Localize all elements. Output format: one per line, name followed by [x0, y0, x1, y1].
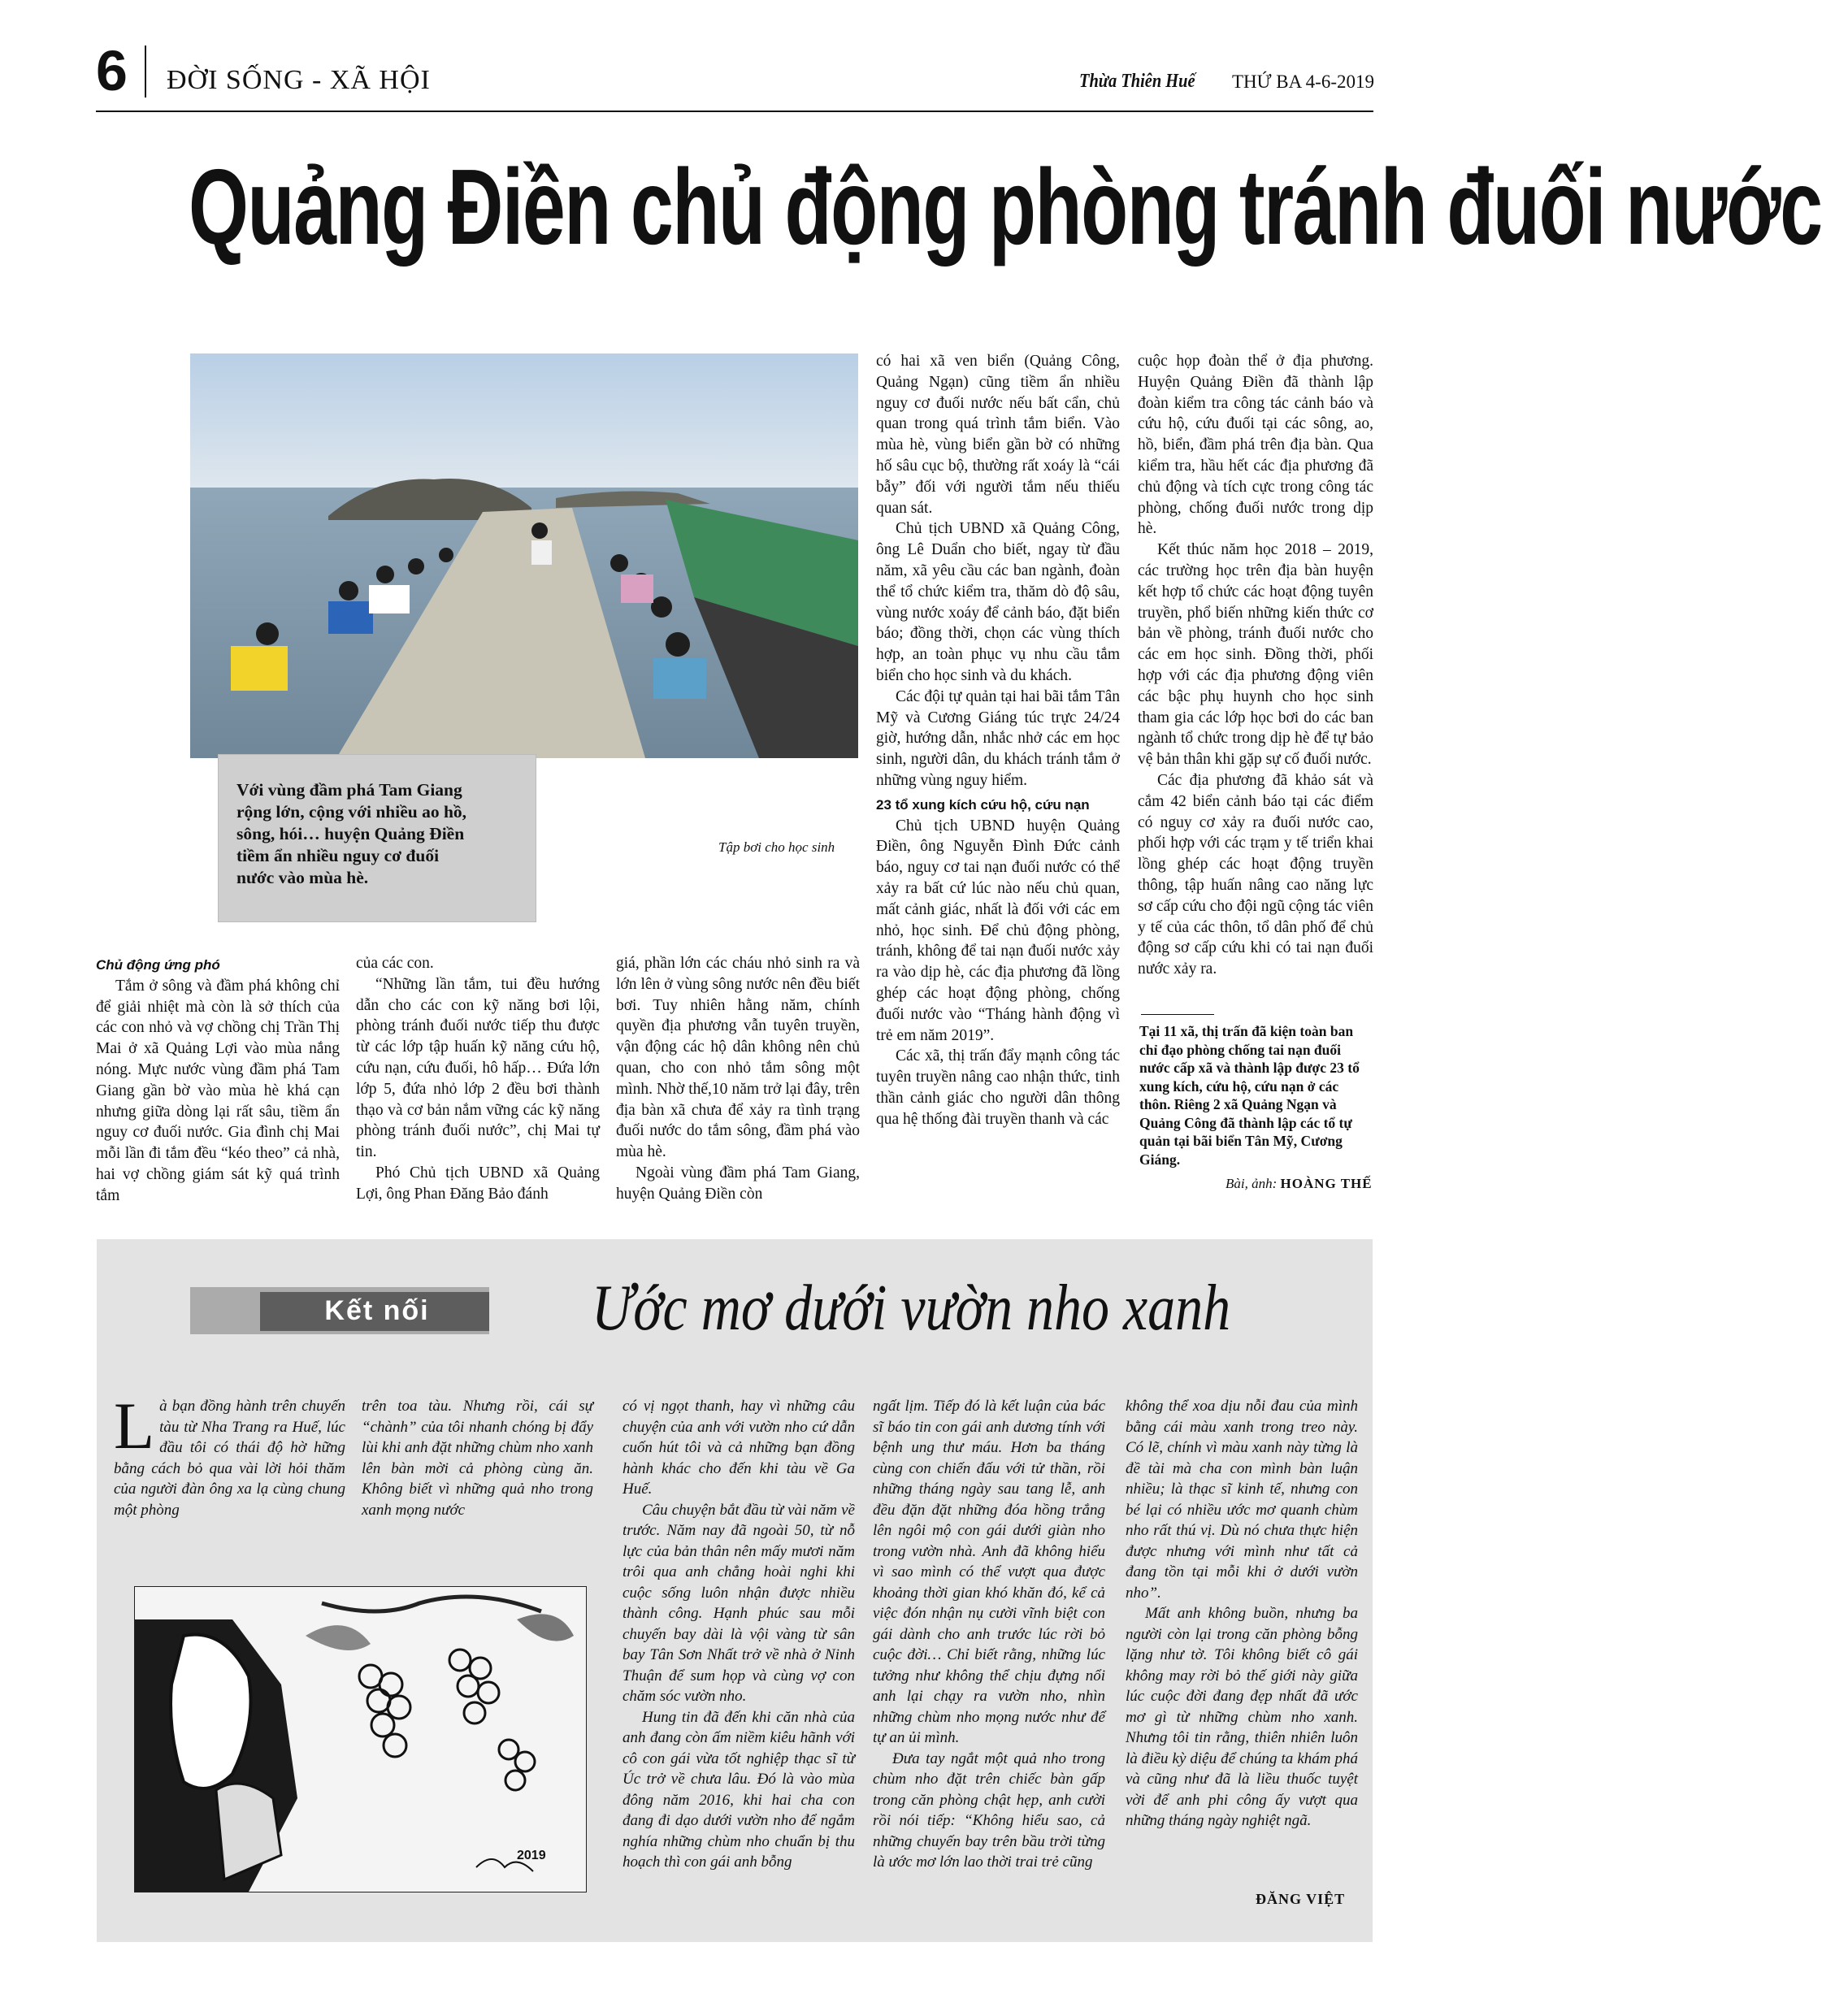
paragraph: trên toa tàu. Nhưng rồi, cái sự “chành” của tôi nhanh chóng bị đẩy lùi khi anh đặt những chùm nho xanh lên bàn mời cả phòng cùng ăn. Không biết vì những quả nho trong xanh mọng nước: [362, 1398, 593, 1519]
header-divider: [145, 46, 146, 98]
pull-quote-text: Với vùng đầm phá Tam Giang rộng lớn, cộng với nhiều ao hồ, sông, hói… huyện Quảng Điền tiềm ẩn nhiều nguy cơ đuối nước vào mùa hè.: [236, 780, 467, 887]
article2-column-1: [114, 1389, 345, 1520]
paragraph: Kết thúc năm học 2018 – 2019, các trường học trên địa bàn huyện kết hợp tổ chức các hoạt động tuyên truyền, phổ biến những kiến thức cơ bản về phòng, tránh đuối nước cho các em học sinh. Đồng thời, phối hợp với các địa phương động viên các bậc phụ huynh cho học sinh tham gia các lớp học bơi do các ban ngành tổ chức trong dịp hè để tự bảo vệ bản thân khi gặp sự cố đuối nước.: [1138, 541, 1373, 769]
paragraph: Đưa tay ngắt một quả nho trong chùm nho đặt trên chiếc bàn gấp trong căn phòng chật hẹp, anh cười rồi nói tiếp: “Không hiểu sao, cả những chuyến bay trên bầu trời từng là ước mơ lớn lao thời trai trẻ cũng: [873, 1749, 1105, 1871]
subhead-chu-dong-ung-pho: Chủ động ứng phó: [96, 957, 220, 973]
illustration-signature: 2019: [517, 1849, 546, 1862]
paragraph: Ngoài vùng đầm phá Tam Giang, huyện Quảng Điền còn: [616, 1164, 860, 1203]
story-author: ĐĂNG VIỆT: [1256, 1891, 1346, 1907]
header-rule: [96, 111, 1373, 112]
illustration-drawing: [135, 1587, 586, 1892]
paragraph: cuộc họp đoàn thể ở địa phương. Huyện Quảng Điền đã thành lập đoàn kiểm tra công tác cảnh báo và cứu hộ, cứu đuối tại các sông, ao, hồ, biển, đầm phá trên địa bàn. Qua kiểm tra, hầu hết các địa phương đã chủ động và tích cực trong công tác phòng, chống đuối nước trong dịp hè.: [1138, 353, 1373, 538]
paragraph: Tắm ở sông và đầm phá không chỉ để giải nhiệt mà còn là sở thích của các con nhỏ và vợ chồng chị Trần Thị Mai ở xã Quảng Lợi vào mùa nắng nóng. Mực nước vùng đầm phá Tam Giang gần bờ vào mùa hè khá cạn nhưng giữa dòng lại rất sâu, tiềm ẩn nguy cơ đuối nước. Gia đình chị Mai mỗi lần đi tắm đều “kéo theo” cả nhà, hai vợ chồng giám sát kỹ quá trình tắm: [96, 977, 340, 1204]
paragraph: có vị ngọt thanh, hay vì những câu chuyện của anh với vườn nho cứ dẫn cuốn hút tôi và cả những bạn đồng hành khác cho đến khi tàu về Ga Huế.: [623, 1398, 855, 1498]
paragraph: Hung tin đã đến khi căn nhà của anh đang còn ấm niềm kiêu hãnh với cô con gái vừa tốt nghiệp thạc sĩ từ Úc trở về chưa lâu. Đó là vào mùa đông năm 2016, khi hai cha con đang đi dạo dưới vườn nho để ngắm nghía những chùm nho chuẩn bị thu hoạch thì con gái anh bỗng: [623, 1708, 855, 1871]
paragraph: Câu chuyện bắt đầu từ vài năm về trước. Năm nay đã ngoài 50, từ nỗ lực của bản thân nên mấy mươi năm trôi qua anh chẳng hoài nghi khi cuộc sống luôn nhận được nhiều thành công. Hạnh phúc sau mỗi chuyến bay dài là vội vàng từ sân bay Tân Sơn Nhất trở về nhà ở Ninh Thuận để sum họp và cùng vợ con chăm sóc vườn nho.: [623, 1501, 855, 1705]
article1-column-4: [876, 351, 1120, 1129]
paragraph: của các con.: [356, 955, 434, 972]
paragraph: Các xã, thị trấn đẩy mạnh công tác tuyên truyền nâng cao nhận thức, tinh thần cảnh giác cho người dân thông qua hệ thống đài truyền thanh và các: [876, 1047, 1120, 1128]
paragraph: Phó Chủ tịch UBND xã Quảng Lợi, ông Phan Đăng Bảo đánh: [356, 1164, 600, 1203]
swimming-lesson-photo: [190, 353, 858, 758]
paragraph: Chủ tịch UBND xã Quảng Công, ông Lê Duẩn cho biết, ngay từ đầu năm, xã yêu cầu các ban ngành, đoàn thể tổ chức kiểm tra, thăm dò độ sâu, vùng nước xoáy để cảnh báo, đặt biển báo; đồng thời, chọn các vùng thích hợp, an toàn phục vụ nhu cầu tắm biển cho học sinh và du khách.: [876, 520, 1120, 684]
story-title: Ước mơ dưới vườn nho xanh: [592, 1272, 1231, 1344]
highlight-note: Tại 11 xã, thị trấn đã kiện toàn ban chỉ đạo phòng chống tai nạn đuối nước cấp xã và thành lập được 23 tổ xung kích, cứu hộ, cứu nạn ở các thôn. Riêng 2 xã Quảng Ngạn và Quảng Công đã thành lập các tổ tự quản tại bãi biển Tân Mỹ, Cương Giáng.: [1139, 1023, 1360, 1168]
article2-column-3: [623, 1396, 855, 1873]
paragraph-text: à bạn đồng hành trên chuyến tàu từ Nha Trang ra Huế, lúc đầu tôi có thái độ hờ hững bằng cách bỏ qua vài lời hỏi thăm của người đàn ông xa lạ cùng chung một phòng: [114, 1398, 345, 1519]
article2-column-5: [1126, 1396, 1358, 1832]
article1-column-3: [616, 953, 860, 1205]
photo-illustration: [190, 353, 858, 758]
article2-column-2: [362, 1396, 593, 1520]
byline-author: HOÀNG THẾ: [1280, 1176, 1373, 1191]
photo-caption: Tập bơi cho học sinh: [718, 839, 835, 855]
paragraph: có hai xã ven biển (Quảng Công, Quảng Ngạn) cũng tiềm ẩn nhiều nguy cơ đuối nước nếu bất cẩn, chủ quan trong quá trình tắm biển. Vào mùa hè, vùng biển gần bờ có những hố sâu cục bộ, thường rất xoáy là “cái bẫy” đối với người tắm nếu thiếu quan sát.: [876, 353, 1120, 517]
paragraph: không thể xoa dịu nỗi đau của mình bằng cái màu xanh trong treo này. Có lẽ, chính vì màu xanh này từng là đề tài mà cha con mình bàn luận nhiều; là thạc sĩ kinh tế, nhưng con bé lại có nhiều ước mơ quanh chùm nho rất thú vị. Dù nó chưa thực hiện được nhưng với mình như tất cả đang tồn tại mỗi khi ở dưới vườn nho”.: [1126, 1398, 1358, 1602]
paragraph: Mất anh không buồn, nhưng ba người còn lại trong căn phòng bỗng lặng như tờ. Tôi không biết cô gái không may rời bỏ thế giới này giữa lúc cuộc đời đang đẹp nhất đã ước mơ gì từ những chùm nho xanh. Nhưng tôi tin rằng, thiên nhiên luôn là điều kỳ diệu để chúng ta khám phá và cũng như đã là liều thuốc tuyệt vời để anh phi công ấy vượt qua những tháng ngày nghiệt ngã.: [1126, 1605, 1358, 1829]
grapevine-illustration: [134, 1586, 587, 1892]
section-name: ĐỜI SỐNG - XÃ HỘI: [167, 65, 431, 95]
paragraph: ngất lịm. Tiếp đó là kết luận của bác sĩ báo tin con gái anh dương tính với bệnh ung thư máu. Hơn ba tháng cùng con chiến đấu với tử thần, rồi những tháng ngày sau tang lễ, anh đều đặn đặt những đóa hồng trắng lên ngôi mộ con gái dưới giàn nho trong vườn nhà. Anh đã không hiểu vì sao mình có thể vượt qua được khoảng thời gian khó khăn đó, kể cả việc đón nhận nụ cười vĩnh biệt con gái dành cho anh trước lúc rời bỏ cuộc đời… Chỉ biết rằng, những lúc tưởng như không thể chịu đựng nổi anh lại chạy ra vườn nho, nhìn những chùm nho mọng nước như để tự an ủi mình.: [873, 1398, 1105, 1746]
article-headline: Quảng Điền chủ động phòng tránh đuối nước: [189, 147, 1822, 267]
paragraph: “Những lần tắm, tui đều hướng dẫn cho các con kỹ năng bơi lội, phòng tránh đuối nước tiếp thu được từ các lớp tập huấn kỹ năng cứu hộ, cứu nạn, cứu đuối, hô hấp… Đứa lớn lớp 5, đứa nhỏ lớp 2 đều bơi thành thạo và cơ bản nắm vững các kỹ năng phòng tránh đuối nước”, chị Mai tự tin.: [356, 975, 600, 1161]
article1-column-5: [1138, 351, 1373, 980]
article1-column-1: [96, 955, 340, 1207]
pull-quote-box: [218, 754, 536, 922]
paragraph: giá, phần lớn các cháu nhỏ sinh ra và lớn lên ở vùng sông nước nên đều biết bơi. Tuy nhiên hằng năm, chính quyền địa phương vẫn tuyên truyền, vận động các hộ dân không nên chủ quan, cho con nhỏ tắm sông một mình. Nhờ thế,10 năm trở lại đây, trên địa bàn xã chưa để xảy ra tình trạng đuối nước do tắm sông, đầm phá vào mùa hè.: [616, 955, 860, 1161]
page-number: 6: [96, 39, 128, 102]
article2-column-4: [873, 1396, 1105, 1873]
section-tag: Kết nối: [324, 1295, 430, 1326]
article1-byline: [1226, 1176, 1373, 1192]
paragraph: Chủ tịch UBND huyện Quảng Điền, ông Nguyễn Đình Đức cảnh báo, nguy cơ tai nạn đuối nước có thể xảy ra bất cứ lúc nào nếu chủ quan, mất cảnh giác, nhất là đối với các em nhỏ, học sinh. Để chủ động phòng, tránh, không để tai nạn đuối nước xảy ra vào dịp hè, các địa phương đã lồng ghép các hoạt động phòng, chống đuối nước vào “Tháng hành động vì trẻ em năm 2019”.: [876, 817, 1120, 1044]
byline-prefix: Bài, ảnh:: [1226, 1176, 1278, 1191]
article1-column-2: [356, 953, 600, 1205]
newspaper-name: Thừa Thiên Huế: [1079, 71, 1195, 92]
subhead-23-to-xung-kich: 23 tổ xung kích cứu hộ, cứu nạn: [876, 796, 1090, 813]
note-divider: [1141, 1014, 1214, 1015]
paragraph: [114, 1389, 345, 1520]
issue-date: THỨ BA 4-6-2019: [1232, 72, 1375, 92]
drop-cap: L: [114, 1389, 155, 1463]
paragraph: Các đội tự quản tại hai bãi tắm Tân Mỹ và Cương Giáng túc trực 24/24 giờ, hướng dẫn, nhắc nhở các em học sinh, người dân, du khách tránh tắm ở những vùng nguy hiểm.: [876, 687, 1120, 789]
paragraph: Các địa phương đã khảo sát và cắm 42 biển cảnh báo tại các điểm có nguy cơ xảy ra đuối nước cao, phối hợp với các trạm y tế triển khai lồng ghép các hoạt động truyền thông, tập huấn nâng cao năng lực sơ cấp cứu cho đội ngũ cộng tác viên y tế của các thôn, tổ dân phố để chủ động sơ cấp cứu khi có tai nạn đuối nước xảy ra.: [1138, 771, 1373, 978]
